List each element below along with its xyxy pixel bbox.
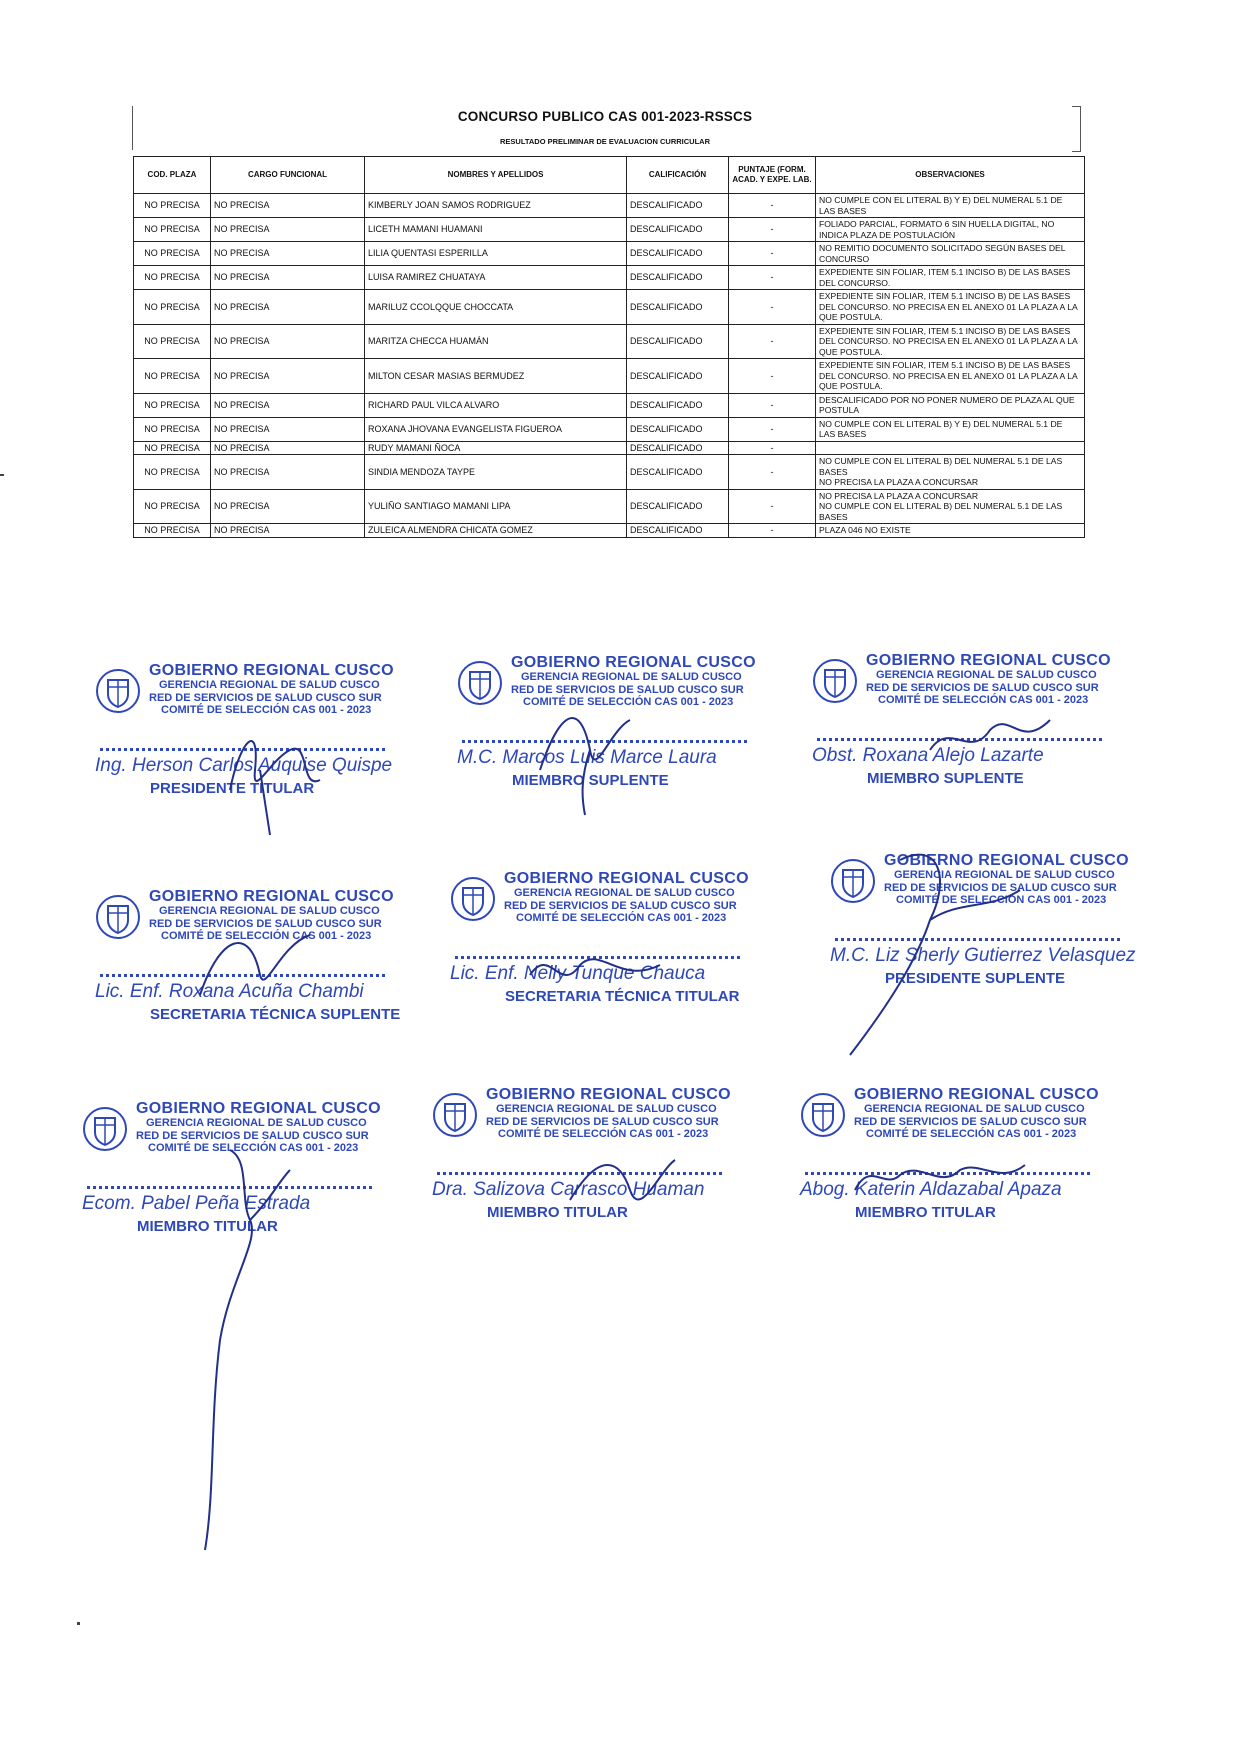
cell-observaciones: FOLIADO PARCIAL, FORMATO 6 SIN HUELLA DIGITAL, NO INDICA PLAZA DE POSTULACIÓN (816, 218, 1085, 242)
scan-mark (0, 474, 4, 476)
cell-cargo-funcional: NO PRECISA (211, 393, 365, 417)
cell-nombre: RUDY MAMANI ÑOCA (365, 441, 627, 455)
signatory-name: Ing. Herson Carlos Auquise Quispe (95, 755, 393, 776)
stamp-line-4: COMITÉ DE SELECCIÓN CAS 001 - 2023 (161, 930, 372, 942)
peru-seal-icon (457, 660, 503, 706)
cell-calificacion: DESCALIFICADO (627, 417, 729, 441)
cell-cod-plaza: NO PRECISA (134, 266, 211, 290)
stamp-line-2: GERENCIA REGIONAL DE SALUD CUSCO (146, 1117, 367, 1129)
cell-cargo-funcional: NO PRECISA (211, 489, 365, 524)
header-puntaje: PUNTAJE (FORM. ACAD. Y EXPE. LAB. (729, 157, 816, 194)
stamp-line-1: GOBIERNO REGIONAL CUSCO (136, 1100, 381, 1117)
peru-seal-icon (95, 668, 141, 714)
cell-calificacion: DESCALIFICADO (627, 194, 729, 218)
signature-line (100, 974, 385, 977)
cell-cod-plaza: NO PRECISA (134, 194, 211, 218)
stamp-line-2: GERENCIA REGIONAL DE SALUD CUSCO (521, 671, 742, 683)
stamp-line-2: GERENCIA REGIONAL DE SALUD CUSCO (864, 1103, 1085, 1115)
table-row (134, 266, 1085, 290)
table-row (134, 218, 1085, 242)
signatory-name: Lic. Enf. Nelly Tunque Chauca (450, 963, 706, 984)
signature-block (82, 1100, 402, 1235)
stamp-line-3: RED DE SERVICIOS DE SALUD CUSCO SUR (884, 881, 1117, 894)
cell-observaciones: EXPEDIENTE SIN FOLIAR, ITEM 5.1 INCISO B) DE LAS BASES DEL CONCURSO. NO PRECISA EN EL ANEXO 01 LA PLAZA A LA QUE POSTULA. (816, 324, 1085, 359)
cell-cod-plaza: NO PRECISA (134, 218, 211, 242)
signature-line (462, 740, 747, 743)
cell-cod-plaza: NO PRECISA (134, 393, 211, 417)
signature-block (450, 870, 770, 1005)
stamp-line-3: RED DE SERVICIOS DE SALUD CUSCO SUR (136, 1129, 369, 1142)
cell-cod-plaza: NO PRECISA (134, 524, 211, 538)
stamp-line-2: GERENCIA REGIONAL DE SALUD CUSCO (159, 905, 380, 917)
signature-block (95, 662, 415, 797)
cell-cargo-funcional: NO PRECISA (211, 441, 365, 455)
table-row (134, 324, 1085, 359)
signatory-name: M.C. Marcos Luis Marce Laura (457, 747, 717, 768)
stamp-line-4: COMITÉ DE SELECCIÓN CAS 001 - 2023 (498, 1128, 709, 1140)
cell-cargo-funcional: NO PRECISA (211, 455, 365, 490)
cell-cargo-funcional: NO PRECISA (211, 324, 365, 359)
cell-cargo-funcional: NO PRECISA (211, 242, 365, 266)
signatory-role: MIEMBRO TITULAR (487, 1204, 628, 1221)
signature-line (817, 738, 1102, 741)
signatory-name: M.C. Liz Sherly Gutierrez Velasquez (830, 945, 1136, 966)
stamp-line-1: GOBIERNO REGIONAL CUSCO (866, 652, 1111, 669)
document-title: CONCURSO PUBLICO CAS 001-2023-RSSCS (457, 109, 753, 124)
cell-cod-plaza: NO PRECISA (134, 324, 211, 359)
cell-cod-plaza: NO PRECISA (134, 489, 211, 524)
cell-cod-plaza: NO PRECISA (134, 290, 211, 325)
table-row (134, 290, 1085, 325)
cell-nombre: LICETH MAMANI HUAMANI (365, 218, 627, 242)
stamp-line-2: GERENCIA REGIONAL DE SALUD CUSCO (496, 1103, 717, 1115)
signature-block (812, 652, 1132, 787)
stamp-line-4: COMITÉ DE SELECCIÓN CAS 001 - 2023 (896, 894, 1107, 906)
stamp-line-3: RED DE SERVICIOS DE SALUD CUSCO SUR (149, 917, 382, 930)
cell-puntaje: - (729, 218, 816, 242)
cell-puntaje: - (729, 194, 816, 218)
cell-observaciones: NO CUMPLE CON EL LITERAL B) DEL NUMERAL 5.1 DE LAS BASES NO PRECISA LA PLAZA A CONCURSAR (816, 455, 1085, 490)
stamp-line-2: GERENCIA REGIONAL DE SALUD CUSCO (876, 669, 1097, 681)
cell-calificacion: DESCALIFICADO (627, 290, 729, 325)
signature-block (457, 654, 777, 789)
cell-nombre: MARITZA CHECCA HUAMÁN (365, 324, 627, 359)
table-row (134, 417, 1085, 441)
header-cod-plaza: COD. PLAZA (134, 157, 211, 194)
cell-calificacion: DESCALIFICADO (627, 218, 729, 242)
stamp-line-1: GOBIERNO REGIONAL CUSCO (149, 662, 394, 679)
stamp (812, 652, 1132, 732)
cell-calificacion: DESCALIFICADO (627, 324, 729, 359)
cell-observaciones: NO PRECISA LA PLAZA A CONCURSAR NO CUMPLE CON EL LITERAL B) DEL NUMERAL 5.1 DE LAS BASES (816, 489, 1085, 524)
cell-calificacion: DESCALIFICADO (627, 359, 729, 394)
document-subtitle: RESULTADO PRELIMINAR DE EVALUACION CURRICULAR (500, 137, 710, 146)
signatory-role: PRESIDENTE SUPLENTE (885, 970, 1066, 987)
peru-seal-icon (800, 1092, 846, 1138)
cell-puntaje: - (729, 290, 816, 325)
stamp-line-3: RED DE SERVICIOS DE SALUD CUSCO SUR (866, 681, 1099, 694)
cell-puntaje: - (729, 393, 816, 417)
signature-line (835, 938, 1120, 941)
cell-observaciones: NO REMITIO DOCUMENTO SOLICITADO SEGÚN BASES DEL CONCURSO (816, 242, 1085, 266)
cell-observaciones: EXPEDIENTE SIN FOLIAR, ITEM 5.1 INCISO B) DE LAS BASES DEL CONCURSO. NO PRECISA EN EL ANEXO 01 LA PLAZA A LA QUE POSTULA. (816, 290, 1085, 325)
stamp (450, 870, 770, 950)
cell-cargo-funcional: NO PRECISA (211, 266, 365, 290)
stamp-line-1: GOBIERNO REGIONAL CUSCO (486, 1086, 731, 1103)
stamp-line-3: RED DE SERVICIOS DE SALUD CUSCO SUR (486, 1115, 719, 1128)
cell-observaciones: EXPEDIENTE SIN FOLIAR, ITEM 5.1 INCISO B) DE LAS BASES DEL CONCURSO. NO PRECISA EN EL ANEXO 01 LA PLAZA A LA QUE POSTULA. (816, 359, 1085, 394)
header-nombres: NOMBRES Y APELLIDOS (365, 157, 627, 194)
stamp-line-1: GOBIERNO REGIONAL CUSCO (504, 870, 749, 887)
cell-puntaje: - (729, 489, 816, 524)
cell-nombre: YULIÑO SANTIAGO MAMANI LIPA (365, 489, 627, 524)
cell-calificacion: DESCALIFICADO (627, 393, 729, 417)
cell-observaciones: EXPEDIENTE SIN FOLIAR, ITEM 5.1 INCISO B) DE LAS BASES DEL CONCURSO. (816, 266, 1085, 290)
header-calificacion: CALIFICACIÓN (627, 157, 729, 194)
stamp-line-3: RED DE SERVICIOS DE SALUD CUSCO SUR (504, 899, 737, 912)
cell-calificacion: DESCALIFICADO (627, 524, 729, 538)
stamp-line-4: COMITÉ DE SELECCIÓN CAS 001 - 2023 (516, 912, 727, 924)
table-row (134, 524, 1085, 538)
stamp-line-2: GERENCIA REGIONAL DE SALUD CUSCO (514, 887, 735, 899)
signatory-role: MIEMBRO TITULAR (137, 1218, 278, 1235)
stamp (457, 654, 777, 734)
stamp-line-3: RED DE SERVICIOS DE SALUD CUSCO SUR (149, 691, 382, 704)
peru-seal-icon (812, 658, 858, 704)
cell-puntaje: - (729, 455, 816, 490)
cell-cargo-funcional: NO PRECISA (211, 417, 365, 441)
stamp-line-4: COMITÉ DE SELECCIÓN CAS 001 - 2023 (866, 1128, 1077, 1140)
cell-nombre: RICHARD PAUL VILCA ALVARO (365, 393, 627, 417)
cell-cod-plaza: NO PRECISA (134, 455, 211, 490)
stamp (432, 1086, 752, 1166)
signatory-name: Ecom. Pabel Peña Estrada (82, 1193, 311, 1214)
cell-observaciones: NO CUMPLE CON EL LITERAL B) Y E) DEL NUMERAL 5.1 DE LAS BASES (816, 417, 1085, 441)
signatory-name: Dra. Salizova Carrasco Huaman (432, 1179, 705, 1200)
cell-nombre: ROXANA JHOVANA EVANGELISTA FIGUEROA (365, 417, 627, 441)
table-row (134, 441, 1085, 455)
cell-nombre: MARILUZ CCOLQQUE CHOCCATA (365, 290, 627, 325)
table-row (134, 194, 1085, 218)
cell-cargo-funcional: NO PRECISA (211, 290, 365, 325)
signature-line (100, 748, 385, 751)
signature-line (805, 1172, 1090, 1175)
cell-cargo-funcional: NO PRECISA (211, 359, 365, 394)
stamp-line-3: RED DE SERVICIOS DE SALUD CUSCO SUR (854, 1115, 1087, 1128)
cell-nombre: KIMBERLY JOAN SAMOS RODRIGUEZ (365, 194, 627, 218)
stamp-line-4: COMITÉ DE SELECCIÓN CAS 001 - 2023 (148, 1142, 359, 1154)
signatory-role: MIEMBRO TITULAR (855, 1204, 996, 1221)
stamp-line-4: COMITÉ DE SELECCIÓN CAS 001 - 2023 (878, 694, 1089, 706)
cell-cargo-funcional: NO PRECISA (211, 524, 365, 538)
stamp (800, 1086, 1120, 1166)
cell-nombre: ZULEICA ALMENDRA CHICATA GOMEZ (365, 524, 627, 538)
cell-nombre: LILIA QUENTASI ESPERILLA (365, 242, 627, 266)
peru-seal-icon (95, 894, 141, 940)
table-row (134, 489, 1085, 524)
signatory-name: Abog. Katerin Aldazabal Apaza (800, 1179, 1062, 1200)
cell-puntaje: - (729, 417, 816, 441)
table-row (134, 393, 1085, 417)
stamp-line-4: COMITÉ DE SELECCIÓN CAS 001 - 2023 (161, 704, 372, 716)
page-border-right (1072, 106, 1081, 152)
table-row (134, 455, 1085, 490)
cell-calificacion: DESCALIFICADO (627, 455, 729, 490)
cell-observaciones (816, 441, 1085, 455)
stamp-line-4: COMITÉ DE SELECCIÓN CAS 001 - 2023 (523, 696, 734, 708)
cell-calificacion: DESCALIFICADO (627, 489, 729, 524)
signature-line (455, 956, 740, 959)
peru-seal-icon (82, 1106, 128, 1152)
cell-cod-plaza: NO PRECISA (134, 242, 211, 266)
stamp-line-1: GOBIERNO REGIONAL CUSCO (511, 654, 756, 671)
signatory-name: Lic. Enf. Roxana Acuña Chambi (95, 981, 364, 1002)
cell-cargo-funcional: NO PRECISA (211, 194, 365, 218)
stamp-line-1: GOBIERNO REGIONAL CUSCO (149, 888, 394, 905)
cell-observaciones: DESCALIFICADO POR NO PONER NUMERO DE PLAZA AL QUE POSTULA (816, 393, 1085, 417)
peru-seal-icon (432, 1092, 478, 1138)
stamp-line-2: GERENCIA REGIONAL DE SALUD CUSCO (894, 869, 1115, 881)
table-row (134, 359, 1085, 394)
results-table (133, 156, 1085, 538)
stamp-line-2: GERENCIA REGIONAL DE SALUD CUSCO (159, 679, 380, 691)
cell-cod-plaza: NO PRECISA (134, 359, 211, 394)
cell-puntaje: - (729, 524, 816, 538)
page-border-left (132, 106, 133, 150)
header-cargo-funcional: CARGO FUNCIONAL (211, 157, 365, 194)
signatory-name: Obst. Roxana Alejo Lazarte (812, 745, 1044, 766)
scan-mark (77, 1622, 80, 1625)
table-header-row (134, 157, 1085, 194)
cell-calificacion: DESCALIFICADO (627, 266, 729, 290)
table-body (134, 194, 1085, 538)
cell-puntaje: - (729, 324, 816, 359)
stamp-line-3: RED DE SERVICIOS DE SALUD CUSCO SUR (511, 683, 744, 696)
cell-observaciones: NO CUMPLE CON EL LITERAL B) Y E) DEL NUMERAL 5.1 DE LAS BASES (816, 194, 1085, 218)
signature-line (437, 1172, 722, 1175)
stamp-line-1: GOBIERNO REGIONAL CUSCO (884, 852, 1129, 869)
signatory-role: PRESIDENTE TITULAR (150, 780, 315, 797)
signatory-role: MIEMBRO SUPLENTE (867, 770, 1024, 787)
signatory-role: MIEMBRO SUPLENTE (512, 772, 669, 789)
signature-line (87, 1186, 372, 1189)
peru-seal-icon (830, 858, 876, 904)
cell-cod-plaza: NO PRECISA (134, 441, 211, 455)
cell-cod-plaza: NO PRECISA (134, 417, 211, 441)
table-row (134, 242, 1085, 266)
stamp (95, 888, 415, 968)
signatory-role: SECRETARIA TÉCNICA SUPLENTE (150, 1006, 401, 1023)
stamp (95, 662, 415, 742)
cell-nombre: MILTON CESAR MASIAS BERMUDEZ (365, 359, 627, 394)
header-observaciones: OBSERVACIONES (816, 157, 1085, 194)
cell-puntaje: - (729, 266, 816, 290)
signature-block (800, 1086, 1120, 1221)
stamp (830, 852, 1150, 932)
signature-block (830, 852, 1150, 987)
cell-puntaje: - (729, 242, 816, 266)
cell-calificacion: DESCALIFICADO (627, 441, 729, 455)
stamp-line-1: GOBIERNO REGIONAL CUSCO (854, 1086, 1099, 1103)
cell-nombre: LUISA RAMIREZ CHUATAYA (365, 266, 627, 290)
cell-cargo-funcional: NO PRECISA (211, 218, 365, 242)
stamp (82, 1100, 402, 1180)
signature-block (432, 1086, 752, 1221)
cell-puntaje: - (729, 359, 816, 394)
cell-observaciones: PLAZA 046 NO EXISTE (816, 524, 1085, 538)
cell-calificacion: DESCALIFICADO (627, 242, 729, 266)
cell-puntaje: - (729, 441, 816, 455)
signatory-role: SECRETARIA TÉCNICA TITULAR (505, 988, 740, 1005)
peru-seal-icon (450, 876, 496, 922)
cell-nombre: SINDIA MENDOZA TAYPE (365, 455, 627, 490)
signature-block (95, 888, 415, 1023)
